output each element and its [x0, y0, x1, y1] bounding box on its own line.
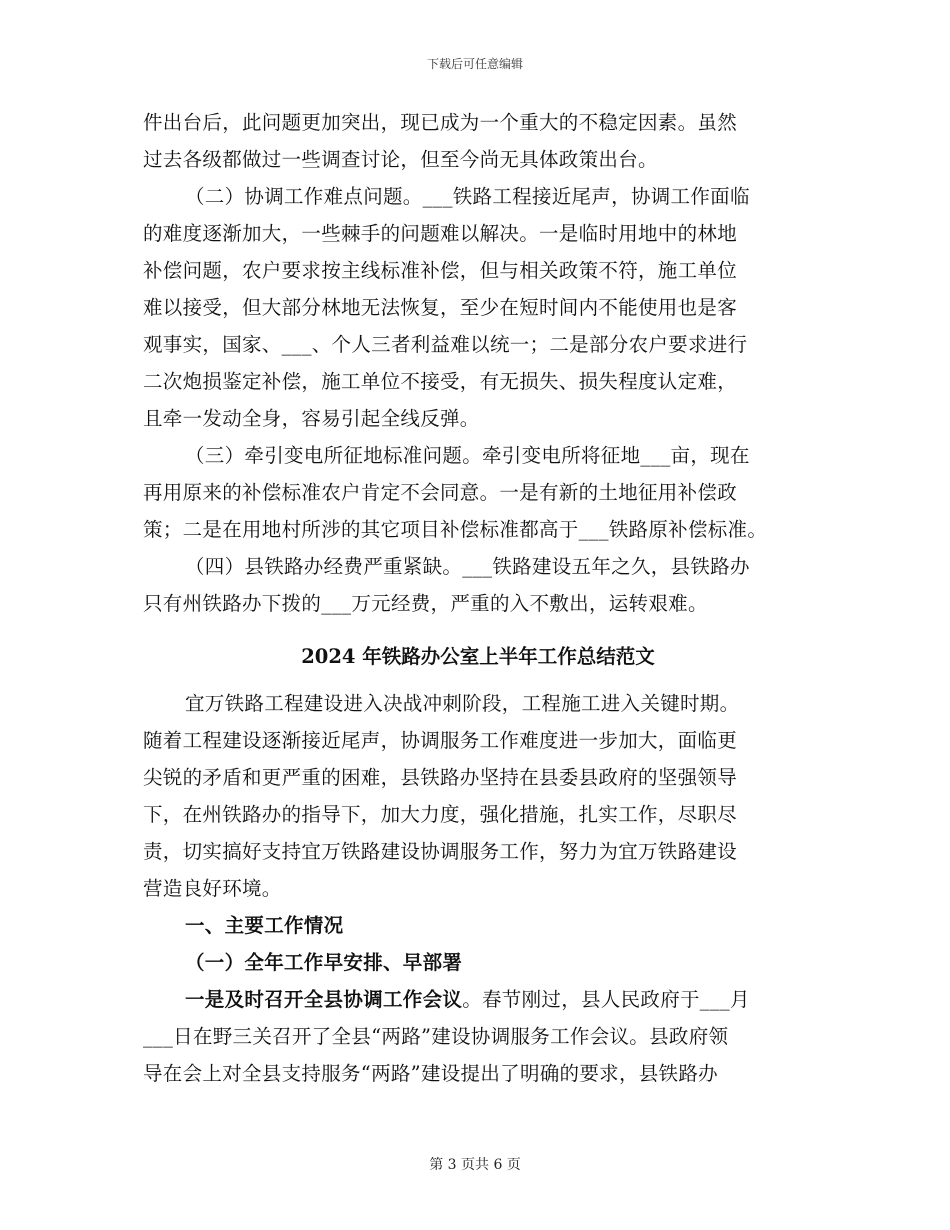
text-line: 件出台后，此问题更加突出，现已成为一个重大的不稳定因素。虽然: [143, 111, 738, 134]
document-body: [143, 104, 813, 1092]
text-line: （二）协调工作难点问题。___铁路工程接近尾声，协调工作面临: [185, 185, 750, 208]
lead-phrase: 一是及时召开全县协调工作会议: [185, 988, 463, 1011]
page-footer: 第 3 页共 6 页: [429, 1157, 521, 1173]
heading-early-planning: （一）全年工作早安排、早部署: [185, 951, 463, 974]
text-span: 。春节刚过，县人民政府于___月: [462, 988, 750, 1011]
text-line: 观事实，国家、___、个人三者利益难以统一；二是部分农户要求进行: [143, 333, 748, 356]
text-line: [143, 981, 813, 1018]
text-line: 策；二是在用地村所涉的其它项目补偿标准都高于___铁路原补偿标准。: [143, 518, 768, 541]
text-line: 导在会上对全县支持服务“两路”建设提出了明确的要求，县铁路办: [143, 1062, 718, 1085]
text-line: 且牵一发动全身，容易引起全线反弹。: [143, 407, 480, 430]
text-line: 难以接受，但大部分林地无法恢复，至少在短时间内不能使用也是客: [143, 296, 738, 319]
text-line: 过去各级都做过一些调查讨论，但至今尚无具体政策出台。: [143, 148, 658, 171]
text-line: 的难度逐渐加大，一些棘手的问题难以解决。一是临时用地中的林地: [143, 222, 738, 245]
text-line: 只有州铁路办下拨的___万元经费，严重的入不敷出，运转艰难。: [143, 592, 708, 615]
heading-main-work: 一、主要工作情况: [185, 914, 344, 937]
text-line: 宜万铁路工程建设进入决战冲刺阶段，工程施工进入关键时期。: [185, 692, 740, 715]
text-line: （三）牵引变电所征地标准问题。牵引变电所将征地___亩，现在: [185, 444, 750, 467]
text-line: 补偿问题，农户要求按主线标准补偿，但与相关政策不符，施工单位: [143, 259, 738, 282]
text-line: 二次炮损鉴定补偿，施工单位不接受，有无损失、损失程度认定难，: [143, 370, 738, 393]
text-line: 营造良好环境。: [143, 877, 282, 900]
text-line: 随着工程建设逐渐接近尾声，协调服务工作难度进一步加大，面临更: [143, 729, 738, 752]
text-line: （四）县铁路办经费严重紧缺。___铁路建设五年之久，县铁路办: [185, 555, 750, 578]
text-line: 责，切实搞好支持宜万铁路建设协调服务工作，努力为宜万铁路建设: [143, 840, 738, 863]
text-line: ___日在野三关召开了全县“两路”建设协调服务工作会议。县政府领: [143, 1025, 729, 1048]
page-header: 下载后可任意编辑: [426, 57, 523, 71]
text-line: 再用原来的补偿标准农户肯定不会同意。一是有新的土地征用补偿政: [143, 481, 738, 504]
text-line: 下，在州铁路办的指导下，加大力度，强化措施，扎实工作，尽职尽: [143, 803, 738, 826]
section-title: 2024 年铁路办公室上半年工作总结范文: [301, 645, 655, 668]
text-line: 尖锐的矛盾和更严重的困难，县铁路办坚持在县委县政府的坚强领导: [143, 766, 738, 789]
